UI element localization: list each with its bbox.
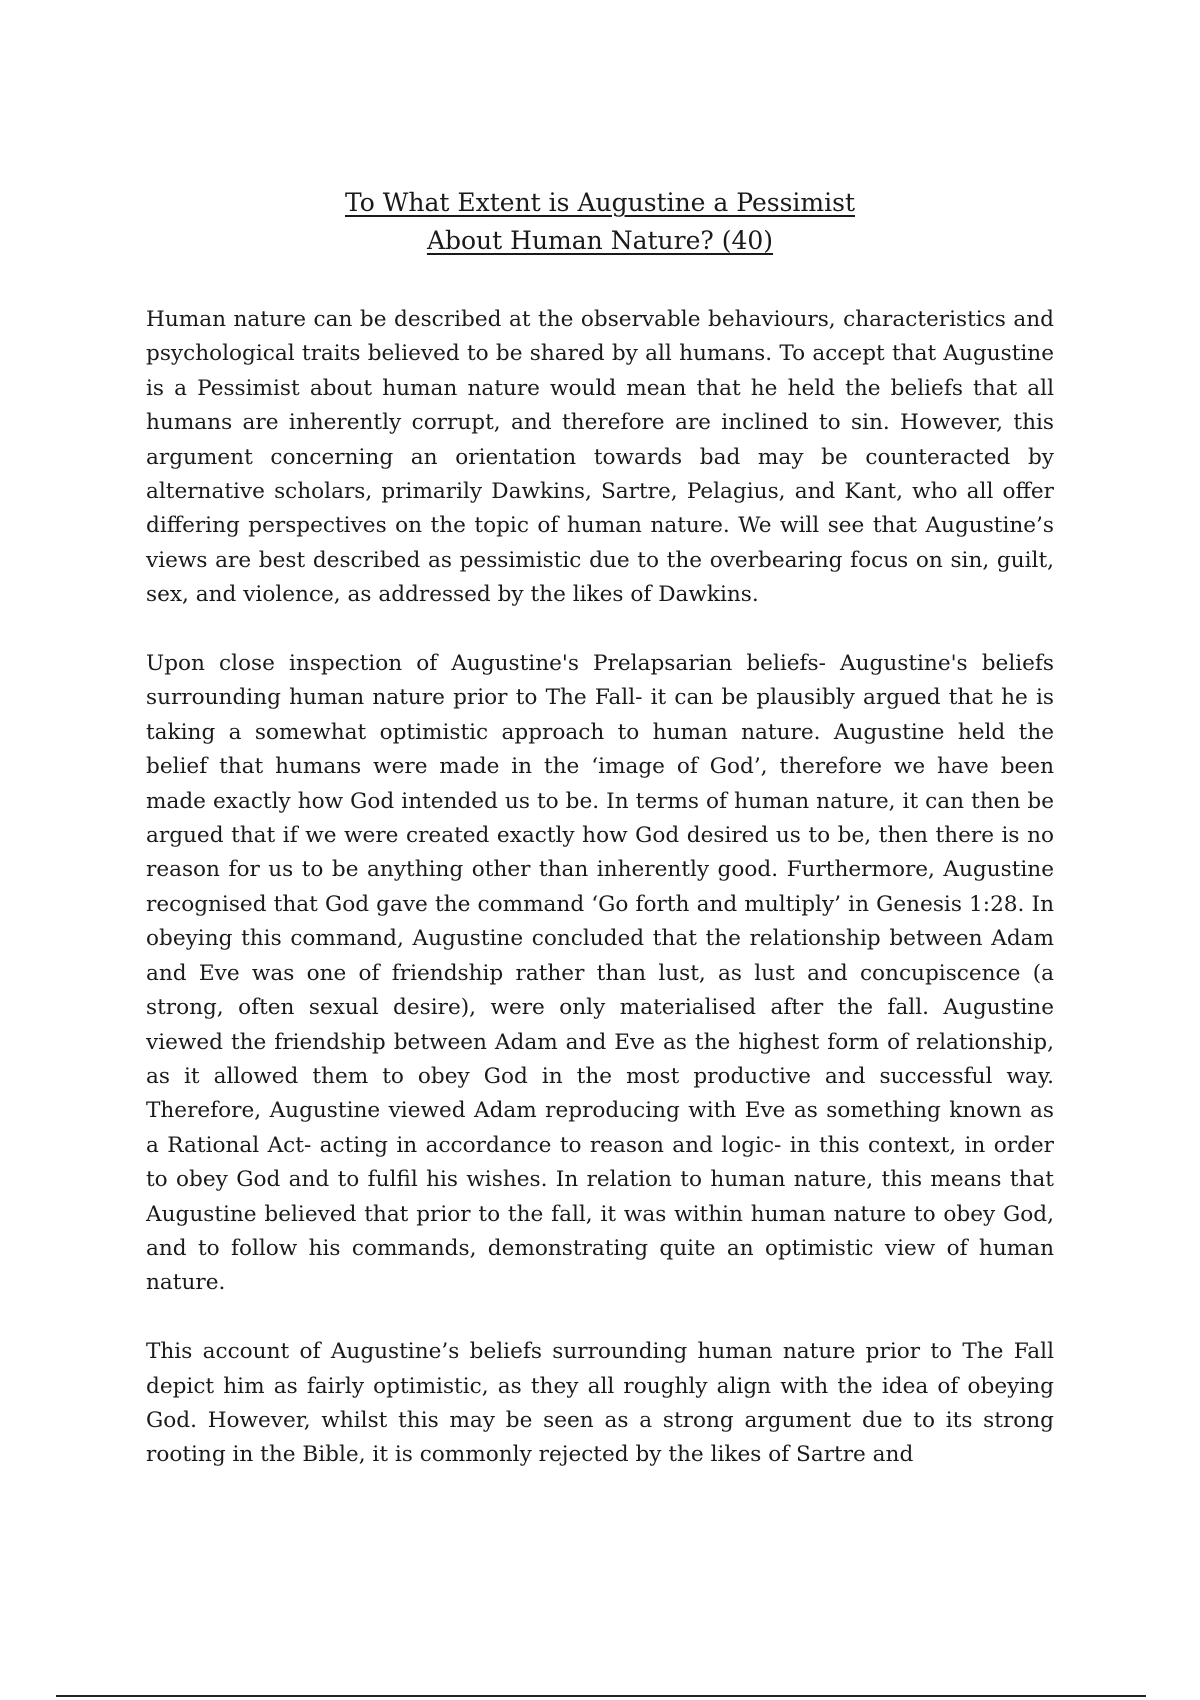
paragraph-introduction: Human nature can be described at the observable behaviours, characteristics and psychological traits believed to be shared by all humans. To accept that Augustine is a Pessimist about human nature would mean that he held the beliefs that all humans are inherently corrupt, and therefore are inclined to sin. However, this argument concerning an orientation towards bad may be counteracted by alternative scholars, primarily Dawkins, Sartre, Pelagius, and Kant, who all offer differing perspectives on the topic of human nature. We will see that Augustine’s views are best described as pessimistic due to the overbearing focus on sin, guilt, sex, and violence, as addressed by the likes of Dawkins. bbox=[146, 307, 1054, 608]
essay-title bbox=[0, 184, 1200, 260]
page-bottom-rule bbox=[56, 1695, 1146, 1697]
title-line-2: About Human Nature? (40) bbox=[426, 226, 774, 255]
title-line-1: To What Extent is Augustine a Pessimist bbox=[344, 188, 856, 217]
paragraph-critique: This account of Augustine’s beliefs surrounding human nature prior to The Fall depict him as fairly optimistic, as they all roughly align with the idea of obeying God. However, whilst this may be seen as a strong argument due to its strong rooting in the Bible, it is commonly rejected by the likes of Sartre and bbox=[146, 1339, 1054, 1468]
essay-body bbox=[146, 303, 1054, 1507]
paragraph-prelapsarian: Upon close inspection of Augustine's Prelapsarian beliefs- Augustine's beliefs surrounding human nature prior to The Fall- it can be plausibly argued that he is taking a somewhat optimistic approach to human nature. Augustine held the belief that humans were made in the ‘image of God’, therefore we have been made exactly how God intended us to be. In terms of human nature, it can then be argued that if we were created exactly how God desired us to be, then there is no reason for us to be anything other than inherently good. Furthermore, Augustine recognised that God gave the command ‘Go forth and multiply’ in Genesis 1:28. In obeying this command, Augustine concluded that the relationship between Adam and Eve was one of friendship rather than lust, as lust and concupiscence (a strong, often sexual desire), were only materialised after the fall. Augustine viewed the friendship between Adam and Eve as the highest form of relationship, as it allowed them to obey God in the most productive and successful way. Therefore, Augustine viewed Adam reproducing with Eve as something known as a Rational Act- acting in accordance to reason and logic- in this context, in order to obey God and to fulfil his wishes. In relation to human nature, this means that Augustine believed that prior to the fall, it was within human nature to obey God, and to follow his commands, demonstrating quite an optimistic view of human nature. bbox=[146, 651, 1054, 1296]
